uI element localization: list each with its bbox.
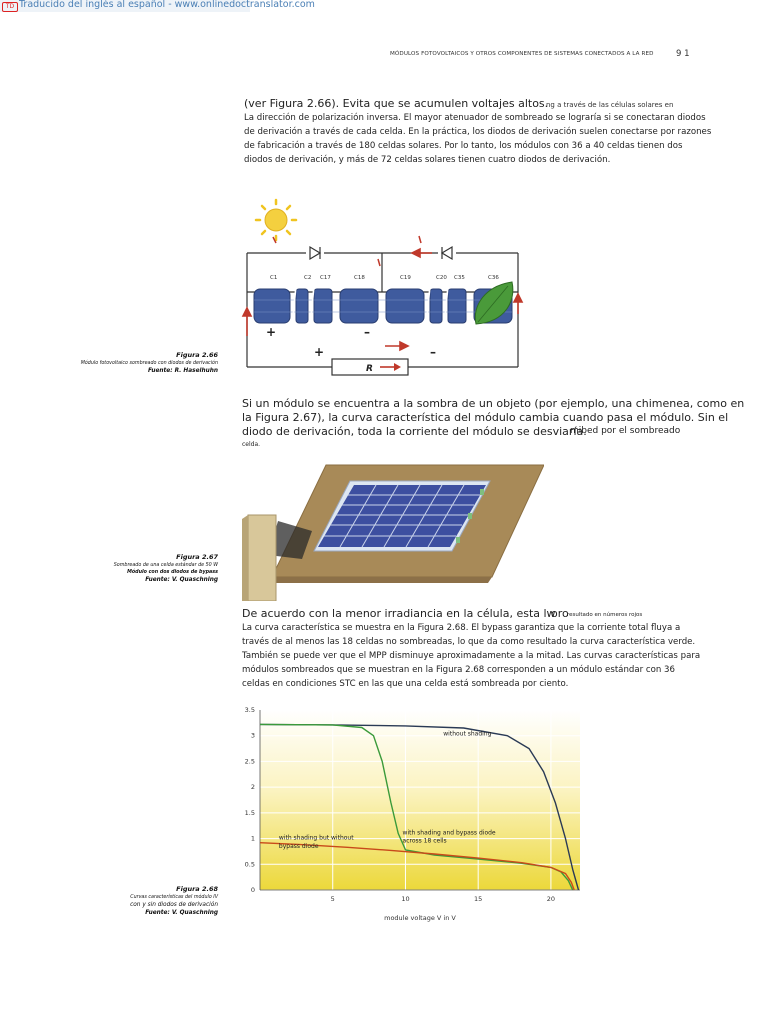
para1-lead-small: ng a través de las células solares en bbox=[546, 101, 674, 109]
y-tick-label: 3 bbox=[250, 731, 255, 740]
para3-lead-small: resultado en números rojos bbox=[567, 612, 643, 618]
plot-background bbox=[260, 710, 580, 890]
caption-source: Fuente: V. Quaschning bbox=[145, 577, 218, 583]
cell-label: C2 bbox=[304, 275, 312, 281]
caption-subtitle: Sombreado de una celda estándar de 50 W bbox=[113, 563, 218, 568]
caption-title: Figura 2.66 bbox=[176, 351, 218, 359]
y-tick-label: 2 bbox=[250, 783, 255, 792]
para3-line: La curva característica se muestra en la Figura 2.68. El bypass garantiza que la corriente total fluya a bbox=[242, 623, 681, 633]
figure-2-68-caption bbox=[130, 885, 218, 917]
caption-title: Figura 2.67 bbox=[176, 553, 218, 561]
figure-2-67-caption bbox=[114, 553, 218, 584]
chart-annotation: across 18 cells bbox=[402, 837, 447, 845]
running-header: MÓDULOS FOTOVOLTAICOS Y OTROS COMPONENTES DE SISTEMAS CONECTADOS A LA RED bbox=[390, 51, 654, 57]
bypass-diode-icon bbox=[438, 247, 456, 259]
sun-icon bbox=[256, 200, 296, 240]
minus-sign: – bbox=[364, 325, 370, 339]
para1-line: La dirección de polarización inversa. El mayor atenuador de sombreado se lograría si se conectaran diodos bbox=[244, 113, 706, 123]
caption-source: Fuente: V. Quaschning bbox=[145, 910, 218, 916]
cell-label: C35 bbox=[454, 275, 465, 281]
para3-lead: De acuerdo con la menor irradiancia en la célula, esta lw bbox=[242, 607, 556, 620]
para3-lead-mid: oro bbox=[551, 607, 569, 620]
chart-annotation: without shading bbox=[443, 730, 492, 738]
caption-title: Figura 2.68 bbox=[176, 885, 218, 893]
translator-banner-link[interactable]: Traducido del inglés al español - www.onlinedoctranslator.com bbox=[19, 0, 315, 10]
para1-line: de fabricación a través de 180 celdas solares. Por lo tanto, los módulos con 36 a 40 celdas tienen dos bbox=[244, 141, 683, 151]
para2-line: Si un módulo se encuentra a la sombra de un objeto (por ejemplo, una chimenea, como en bbox=[242, 397, 745, 410]
para2-tail2: celda. bbox=[242, 441, 261, 448]
cell-label: C19 bbox=[400, 275, 411, 281]
para1-line: diodos de derivación, y más de 72 celdas solares tienen cuatro diodos de derivación. bbox=[244, 155, 611, 165]
figure-2-66-diagram bbox=[240, 196, 530, 380]
x-tick-label: 20 bbox=[546, 895, 556, 903]
x-tick-label: 5 bbox=[330, 895, 335, 903]
y-tick-label: 3.5 bbox=[244, 706, 255, 714]
plus-sign: + bbox=[314, 345, 325, 359]
figure-2-68-chart bbox=[230, 702, 606, 930]
chimney-block bbox=[242, 515, 276, 601]
figure-2-67-photo bbox=[242, 463, 544, 601]
x-axis-label: module voltage V in V bbox=[384, 914, 456, 922]
cell-label: C1 bbox=[270, 275, 278, 281]
para3-line: celdas en condiciones STC en las que una celda está sombreada por ciento. bbox=[242, 679, 569, 689]
caption-subtitle: Curvas características del módulo IV bbox=[130, 895, 218, 900]
para2-tail: mibed por el sombreado bbox=[570, 426, 681, 436]
y-tick-label: 0.5 bbox=[244, 860, 255, 869]
figure-2-66-caption bbox=[81, 351, 218, 375]
minus-sign: – bbox=[430, 345, 436, 359]
x-tick-label: 15 bbox=[474, 895, 483, 903]
para2-line: la Figura 2.67), la curva característica del módulo cambia cuando pasa el módulo. Sin el bbox=[242, 411, 729, 424]
para1-line: de derivación a través de cada celda. En la práctica, los diodos de derivación suelen conectarse por razones bbox=[244, 127, 712, 137]
para2-line: diodo de derivación, toda la corriente del módulo se desviaría. bbox=[242, 425, 587, 438]
para3-line: También se puede ver que el MPP disminuye aproximadamente a la mitad. Las curvas características para bbox=[242, 651, 701, 661]
plus-sign: + bbox=[266, 325, 277, 339]
cell-label: C20 bbox=[436, 275, 447, 281]
y-tick-label: 1.5 bbox=[244, 808, 255, 817]
y-tick-label: 0 bbox=[250, 886, 255, 894]
cell-label: C17 bbox=[320, 275, 331, 281]
para3-line: módulos sombreados que se muestran en la Figura 2.68 corresponden a un módulo estándar con 36 bbox=[242, 665, 675, 675]
caption-detail: Módulo con dos diodos de bypass bbox=[127, 570, 218, 575]
caption-source: Fuente: R. Haselhuhn bbox=[147, 368, 218, 374]
page-number: 9 1 bbox=[676, 49, 690, 59]
bypass-diode-icon bbox=[306, 247, 324, 259]
resistor-label: R bbox=[366, 364, 373, 374]
x-tick-label: 10 bbox=[401, 895, 410, 903]
translator-logo-icon: TD bbox=[2, 2, 18, 12]
cell-label: C36 bbox=[488, 275, 499, 281]
chart-annotation: with shading and bypass diode bbox=[402, 829, 496, 837]
para1-lead: (ver Figura 2.66). Evita que se acumulen voltajes altos. bbox=[244, 97, 549, 110]
y-tick-label: 2.5 bbox=[244, 757, 255, 766]
y-tick-label: 1 bbox=[250, 834, 255, 843]
caption-subtitle: Módulo fotovoltaico sombreado con diodos de derivación bbox=[80, 361, 218, 366]
caption-detail: con y sin diodos de derivación bbox=[130, 902, 218, 908]
chart-annotation: with shading but without bbox=[278, 834, 354, 842]
cell-label: C18 bbox=[354, 275, 365, 281]
para3-line: través de al menos las 18 celdas no sombreadas, lo que da como resultado la curva característica verde. bbox=[242, 637, 696, 647]
chart-annotation: bypass diode bbox=[278, 842, 319, 850]
